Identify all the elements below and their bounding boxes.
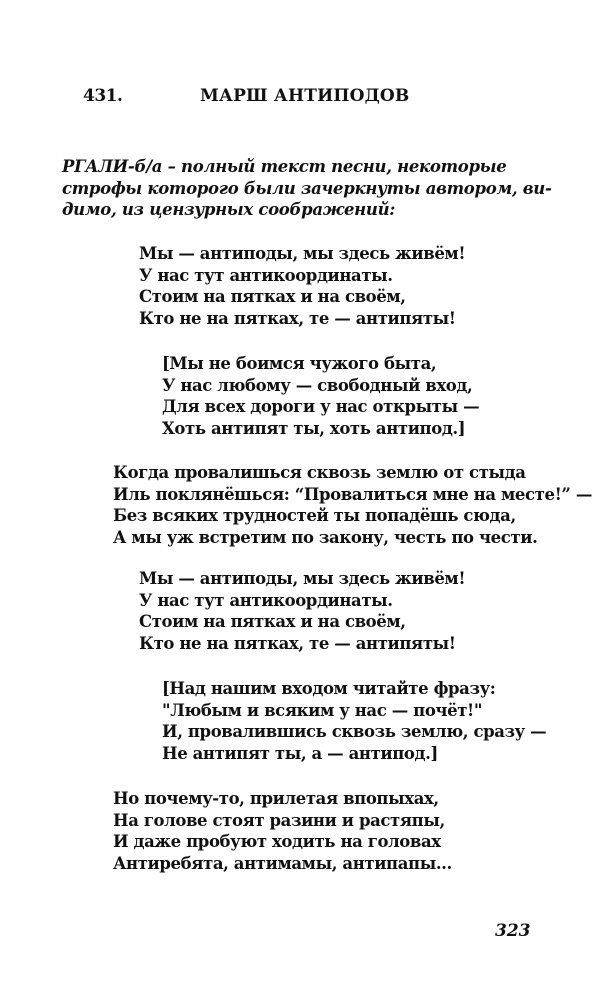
stanza-line: [Над нашим входом читайте фразу:	[162, 679, 496, 698]
note-line: строфы которого были зачеркнуты автором, ви-	[62, 178, 552, 198]
stanza-line: Хоть антипят ты, хоть антипод.]	[162, 418, 466, 438]
editorial-note	[62, 156, 552, 221]
stanza-verse	[113, 788, 452, 874]
stanza-line: Не антипят ты, а — антипод.]	[162, 743, 438, 763]
stanza-line: Кто не на пятках, те — антипяты!	[139, 308, 456, 328]
stanza-line: На голове стоят разини и растяпы,	[113, 810, 445, 830]
page-number: 323	[495, 921, 531, 941]
stanza-chorus	[139, 243, 465, 329]
stanza-line: Мы — антиподы, мы здесь живём!	[139, 569, 466, 588]
stanza-line: Но почему-то, прилетая впопыхах,	[113, 789, 439, 808]
stanza-line: Без всяких трудностей ты попадёшь сюда,	[113, 506, 516, 525]
stanza-line: Антиребята, антимамы, антипапы...	[113, 853, 452, 873]
stanza-line: И даже пробуют ходить на головах	[113, 832, 441, 851]
stanza-line: [Мы не боимся чужого быта,	[162, 354, 437, 373]
stanza-line: А мы уж встретим по закону, честь по чести.	[113, 527, 538, 547]
stanza-line: У нас любому — свободный вход,	[162, 375, 473, 395]
stanza-line: Стоим на пятках и на своём,	[139, 612, 406, 631]
song-title: МАРШ АНТИПОДОВ	[200, 86, 410, 106]
stanza-line: Иль поклянёшься: “Провалиться мне на месте!” —	[113, 484, 592, 504]
stanza-line: У нас тут антикоординаты.	[139, 265, 393, 285]
song-number: 431.	[83, 86, 123, 106]
stanza-line: Стоим на пятках и на своём,	[139, 287, 406, 306]
stanza-line: Мы — антиподы, мы здесь живём!	[139, 244, 466, 263]
stanza-verse	[113, 462, 592, 548]
note-line: димо, из цензурных соображений:	[62, 200, 396, 219]
note-line: РГАЛИ-б/а – полный текст песни, некоторые	[62, 157, 507, 176]
stanza-line: "Любым и всяким у нас — почёт!"	[162, 700, 483, 720]
stanza-line: Когда провалишься сквозь землю от стыда	[113, 463, 526, 482]
stanza-line: Для всех дороги у нас открыты —	[162, 397, 480, 416]
stanza-chorus	[139, 568, 465, 654]
stanza-line: Кто не на пятках, те — антипяты!	[139, 633, 456, 653]
stanza-bracketed	[162, 678, 546, 764]
stanza-line: У нас тут антикоординаты.	[139, 590, 393, 610]
stanza-bracketed	[162, 353, 479, 439]
stanza-line: И, провалившись сквозь землю, сразу —	[162, 722, 547, 741]
